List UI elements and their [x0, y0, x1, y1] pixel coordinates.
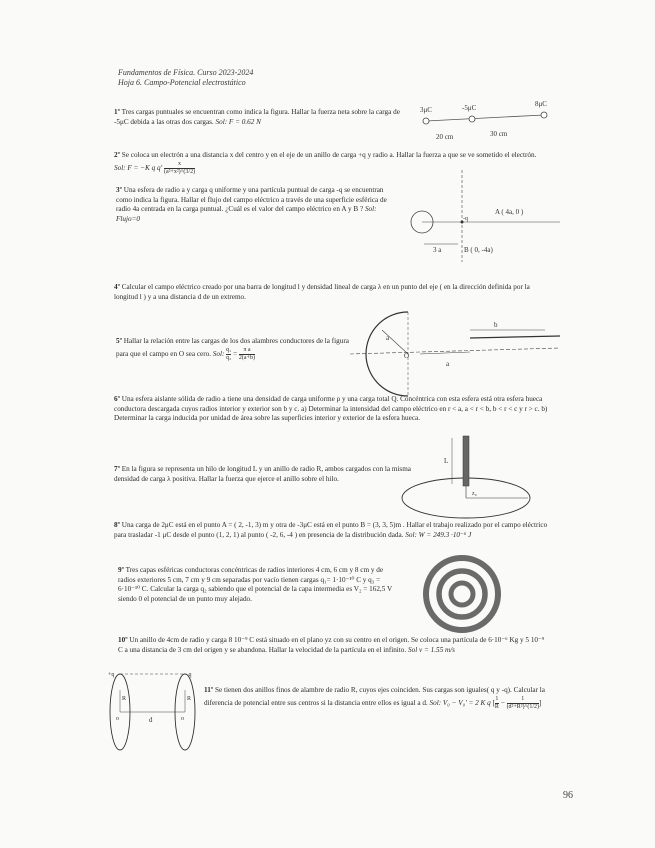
distance-label: 3 a — [433, 246, 442, 254]
formula-fraction: $\frac{\text{q₁}}{\text{q₂}}$ — [226, 346, 232, 361]
charge-label: -q — [463, 216, 468, 222]
charge-label: +q — [108, 672, 115, 678]
origin-label: O — [404, 352, 410, 360]
radius-label: R — [122, 696, 127, 702]
height-label: z₀ — [472, 491, 477, 497]
radius-label: a — [386, 334, 390, 342]
formula-fraction: $\frac{\text{π a}}{2(a+b)}$ — [238, 346, 255, 361]
problem-3: 3º Una esfera de radio a y carga q uniforme y una partícula puntual de carga -q se encuentran como indica la figura. Hallar el flujo del campo eléctrico a través de una superficie esférica de radio 4a centrada en la carga puntual. ¿Cuál es el valor del campo eléctrico en A y B ? Sol: Flujo=0 — [116, 186, 387, 223]
point-a-label: A ( 4a, 0 ) — [495, 208, 524, 216]
charge-label: 8μC — [535, 100, 547, 108]
problem-8: 8º Una carga de 2μC está en el punto A = ( 2, -1, 3) m y otra de -3μC está en el punto B = (3, 3, 5)m . Hallar el trabajo realizado por el campo eléctrico para trasladar -1 μC desde el punto (1, 2, 1) al punto ( -2, 6, -4 ) en presencia de la distribución dada. Sol: W = 249.3 ·10⁻⁶ J — [114, 521, 548, 539]
formula-fraction: $\frac{1}{R}$ — [494, 695, 499, 710]
charge-label: 3μC — [420, 106, 432, 114]
length-label: b — [494, 321, 498, 329]
length-label: L — [444, 457, 449, 465]
problem-11: 11º Se tienen dos anillos finos de alambre de radio R, cuyos ejes coinciden. Sus cargas son iguales( q y -q). Calcular la diferencia de potencial entre sus centros si la distancia entre ellos es igual a d. Sol: V₀ − V₀' = 2 K q [ $\frac{1}{R}$ − $\frac{1}{\text{(d²+R²)\textasciicircum{}(1/2)}}$ ] — [204, 686, 545, 710]
sheet-title: Hoja 6. Campo-Potencial electrostático — [118, 78, 246, 87]
formula-fraction: $\frac{1}{\text{(d²+R²)\textasciicircum{}(1/2)}}$ — [506, 695, 540, 710]
center-label: o — [116, 716, 119, 722]
problem-6: 6º Una esfera aislante sólida de radio a tiene una densidad de carga uniforme ρ y una carga total Q. Concéntrica con esta esfera está otra esfera hueca conductora descargada cuyos radios interior y exterior son b y c. a) Determinar la intensidad del campo eléctrico en r < a, a < r < b, b < r < c y r > c. b) Determinar la carga inducida por unidad de área sobre las superficies interior y exterior de la esfera hueca. — [114, 395, 548, 423]
center-label: o — [181, 716, 184, 722]
charge-label: -5μC — [462, 104, 477, 112]
distance-label: 20 cm — [436, 133, 454, 141]
problem-9: 9º Tres capas esféricas conductoras concéntricas de radios interiores 4 cm, 6 cm y 8 cm y de radios exteriores 5 cm, 7 cm y 9 cm separadas por vacío tienen cargas q₁= 1·10⁻¹⁰ C y q₃ = 6·10⁻¹⁰ C. Calcular la carga q₂ sabiendo que el potencial de la capa intermedia es V₂ = 162,5 V siendo 0 el potencial de un punto muy alejado. — [118, 566, 393, 603]
radius-label: R — [187, 696, 192, 702]
problem-10: 10º Un anillo de 4cm de radio y carga 8 10⁻⁹ C está situado en el plano yz con su centro en el origen. Se coloca una partícula de 6·10⁻⁶ Kg y 5 10⁻⁹ C a una distancia de 3 cm del origen y se abandona. Hallar la velocidad de la partícula en el infinito. Sol v = 1.55 m/s — [118, 636, 545, 654]
point-b-label: B ( 0, -4a) — [464, 246, 493, 254]
problem-2: 2º Se coloca un electrón a una distancia x del centro y en el eje de un anillo de carga +q y radio a. Hallar la fuerza a que se ve sometido el electrón. Sol: F = −K q q' $\frac{x}{\text{(a²+x²)\textasciicircum{}(3/2)}}$ — [114, 151, 537, 175]
formula-fraction: $\frac{x}{\text{(a²+x²)\textasciicircum{}(3/2)}}$ — [163, 160, 196, 175]
problem-4: 4º Calcular el campo eléctrico creado por una barra de longitud l y densidad lineal de carga λ en un punto del eje ( en la dirección definida por la longitud l ) y a una distancia d de un extremo. — [114, 283, 530, 301]
problem-1: 1º Tres cargas puntuales se encuentran como indica la figura. Hallar la fuerza neta sobre la carga de -5μC debida a las otras dos cargas. Sol: F = 0.62 N — [114, 108, 400, 126]
charge-label: - q — [185, 672, 192, 678]
course-title: Fundamentos de Física. Curso 2023-2024 — [118, 68, 254, 77]
page-number: 96 — [563, 790, 573, 801]
distance-label: a — [446, 360, 450, 368]
distance-label: d — [149, 716, 153, 724]
distance-label: 30 cm — [490, 130, 508, 138]
problem-7: 7º En la figura se representa un hilo de longitud L y un anillo de radio R, ambos cargados con la misma densidad de carga λ positiva. Hallar la fuerza que ejerce el anillo sobre el hilo. — [114, 465, 411, 483]
problem-5: 5º Hallar la relación entre las cargas de los dos alambres conductores de la figura para que el campo en O sea cero. Sol: $\frac{\text{q₁}}{\text{q₂}}$ = $\frac{\text{π a}}{2(a+b)}$ — [116, 337, 349, 361]
